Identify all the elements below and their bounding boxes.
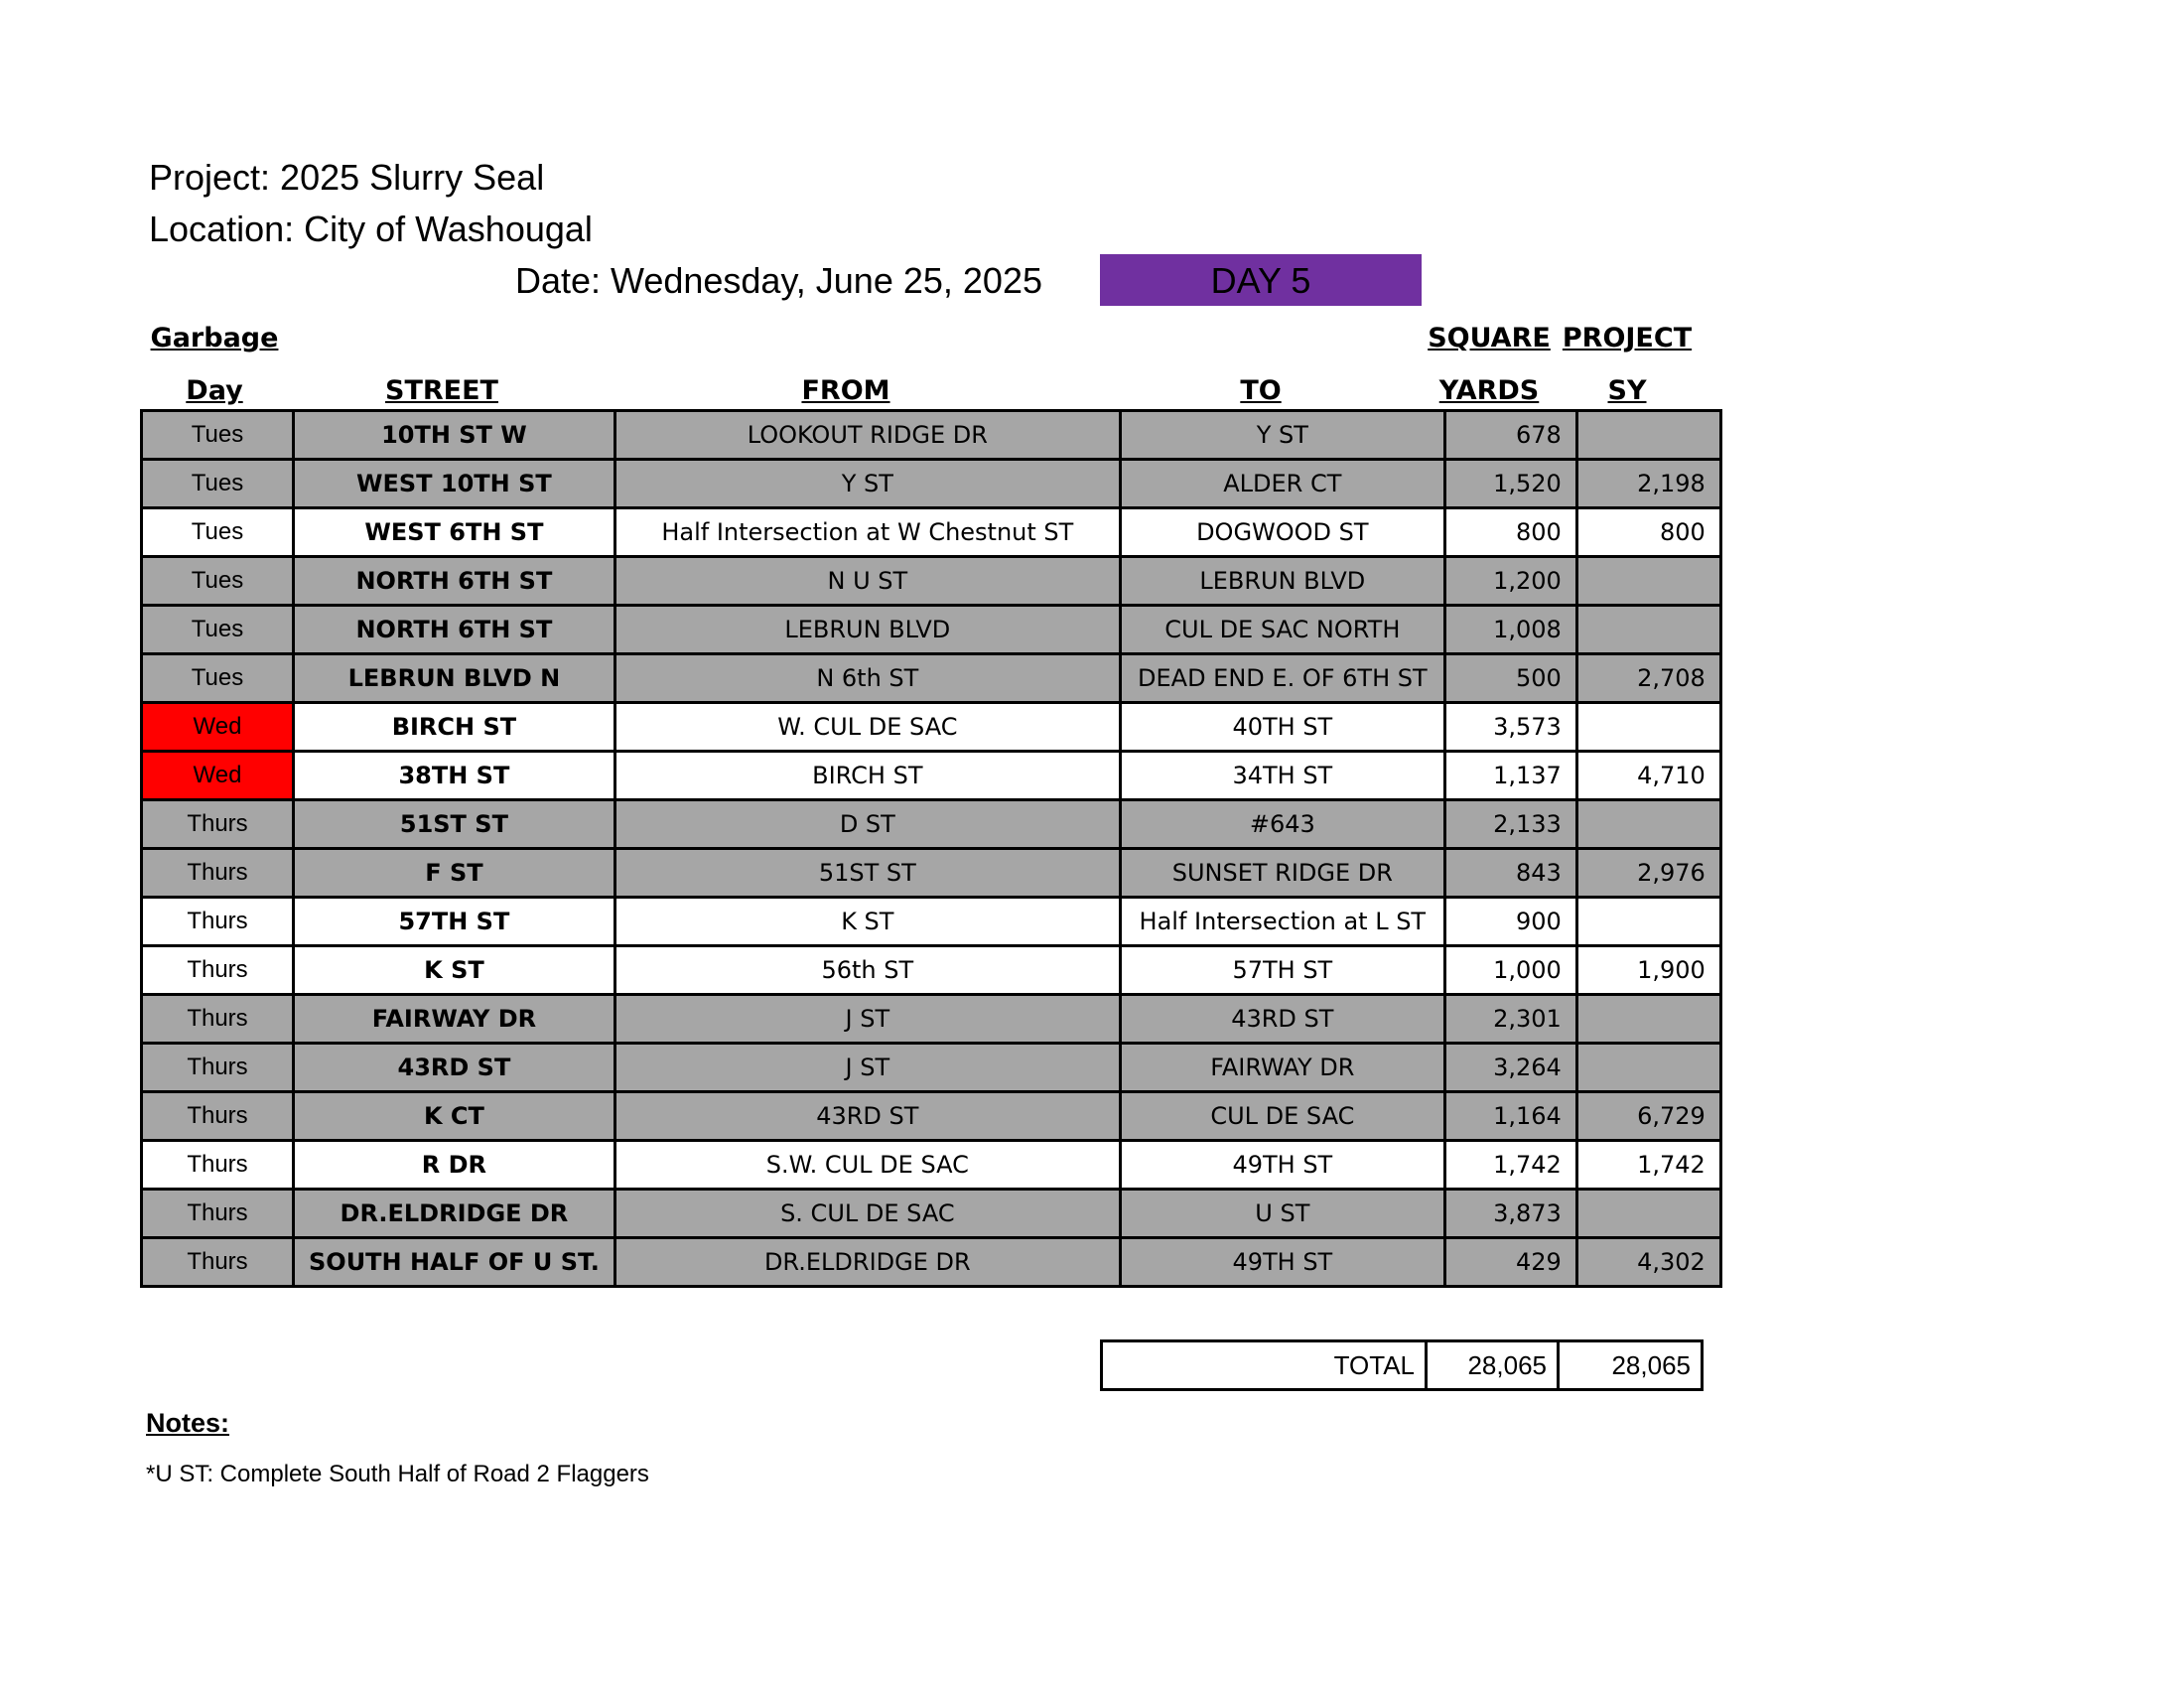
cell-to: LEBRUN BLVD xyxy=(1120,557,1444,606)
table-row xyxy=(142,1238,1721,1287)
table-row xyxy=(142,460,1721,508)
cell-to: ALDER CT xyxy=(1120,460,1444,508)
cell-from: K ST xyxy=(614,898,1120,946)
cell-yards: 2,301 xyxy=(1444,995,1576,1044)
cell-project-sy xyxy=(1576,1044,1720,1092)
table-row xyxy=(142,800,1721,849)
table-row xyxy=(142,995,1721,1044)
notes-title: Notes: xyxy=(146,1408,230,1438)
note-item: *U ST: Complete South Half of Road 2 Flaggers xyxy=(146,1461,649,1487)
cell-street: LEBRUN BLVD N xyxy=(294,654,615,703)
cell-to: CUL DE SAC xyxy=(1120,1092,1444,1141)
cell-to: 49TH ST xyxy=(1120,1238,1444,1287)
column-header-square: SQUARE xyxy=(1428,323,1551,353)
cell-yards: 1,008 xyxy=(1444,606,1576,654)
cell-yards: 500 xyxy=(1444,654,1576,703)
cell-from: BIRCH ST xyxy=(614,752,1120,800)
column-header-sy: SY xyxy=(1607,375,1647,406)
cell-project-sy: 2,198 xyxy=(1576,460,1720,508)
table-row xyxy=(142,946,1721,995)
cell-from: LOOKOUT RIDGE DR xyxy=(614,411,1120,460)
cell-day: Thurs xyxy=(142,849,294,898)
cell-street: FAIRWAY DR xyxy=(294,995,615,1044)
cell-yards: 429 xyxy=(1444,1238,1576,1287)
cell-to: 43RD ST xyxy=(1120,995,1444,1044)
cell-project-sy: 2,976 xyxy=(1576,849,1720,898)
cell-street: 57TH ST xyxy=(294,898,615,946)
total-label: TOTAL xyxy=(1102,1341,1427,1390)
cell-yards: 800 xyxy=(1444,508,1576,557)
cell-day: Thurs xyxy=(142,1141,294,1190)
cell-from: LEBRUN BLVD xyxy=(614,606,1120,654)
cell-day: Thurs xyxy=(142,1238,294,1287)
table-row xyxy=(142,654,1721,703)
cell-to: FAIRWAY DR xyxy=(1120,1044,1444,1092)
cell-day: Tues xyxy=(142,508,294,557)
cell-yards: 2,133 xyxy=(1444,800,1576,849)
cell-project-sy: 2,708 xyxy=(1576,654,1720,703)
cell-from: DR.ELDRIDGE DR xyxy=(614,1238,1120,1287)
cell-from: S.W. CUL DE SAC xyxy=(614,1141,1120,1190)
cell-day: Tues xyxy=(142,411,294,460)
column-header-day: Day xyxy=(186,375,243,406)
total-project-sy: 28,065 xyxy=(1559,1341,1703,1390)
table-row xyxy=(142,898,1721,946)
table-row xyxy=(142,1141,1721,1190)
cell-yards: 1,000 xyxy=(1444,946,1576,995)
table-row xyxy=(142,508,1721,557)
cell-project-sy: 800 xyxy=(1576,508,1720,557)
cell-street: WEST 6TH ST xyxy=(294,508,615,557)
cell-to: 49TH ST xyxy=(1120,1141,1444,1190)
cell-project-sy xyxy=(1576,557,1720,606)
cell-project-sy: 1,742 xyxy=(1576,1141,1720,1190)
table-row xyxy=(142,557,1721,606)
cell-yards: 3,264 xyxy=(1444,1044,1576,1092)
totals-table xyxy=(1100,1339,1704,1391)
cell-project-sy xyxy=(1576,800,1720,849)
cell-project-sy xyxy=(1576,1190,1720,1238)
cell-to: 57TH ST xyxy=(1120,946,1444,995)
cell-yards: 900 xyxy=(1444,898,1576,946)
cell-street: NORTH 6TH ST xyxy=(294,557,615,606)
cell-project-sy: 6,729 xyxy=(1576,1092,1720,1141)
cell-project-sy xyxy=(1576,606,1720,654)
project-title: Project: 2025 Slurry Seal xyxy=(149,157,545,198)
cell-street: 51ST ST xyxy=(294,800,615,849)
schedule-table xyxy=(140,409,1722,1288)
cell-day: Wed xyxy=(142,752,294,800)
cell-day: Tues xyxy=(142,460,294,508)
totals-row xyxy=(1102,1341,1703,1390)
cell-yards: 1,164 xyxy=(1444,1092,1576,1141)
cell-day: Thurs xyxy=(142,995,294,1044)
cell-to: U ST xyxy=(1120,1190,1444,1238)
cell-day: Thurs xyxy=(142,1092,294,1141)
cell-yards: 3,573 xyxy=(1444,703,1576,752)
table-row xyxy=(142,703,1721,752)
cell-from: N 6th ST xyxy=(614,654,1120,703)
cell-day: Wed xyxy=(142,703,294,752)
location-label: Location: City of Washougal xyxy=(149,209,593,249)
column-header-from: FROM xyxy=(801,375,890,406)
day-badge: DAY 5 xyxy=(1100,254,1422,306)
cell-from: W. CUL DE SAC xyxy=(614,703,1120,752)
cell-yards: 1,520 xyxy=(1444,460,1576,508)
cell-to: #643 xyxy=(1120,800,1444,849)
cell-from: N U ST xyxy=(614,557,1120,606)
cell-from: Half Intersection at W Chestnut ST xyxy=(614,508,1120,557)
date-label: Date: Wednesday, June 25, 2025 xyxy=(514,260,1042,301)
cell-from: 43RD ST xyxy=(614,1092,1120,1141)
cell-yards: 843 xyxy=(1444,849,1576,898)
table-row xyxy=(142,1092,1721,1141)
cell-street: WEST 10TH ST xyxy=(294,460,615,508)
cell-to: Half Intersection at L ST xyxy=(1120,898,1444,946)
cell-street: 43RD ST xyxy=(294,1044,615,1092)
cell-day: Tues xyxy=(142,654,294,703)
cell-day: Tues xyxy=(142,557,294,606)
cell-day: Thurs xyxy=(142,1190,294,1238)
cell-to: 34TH ST xyxy=(1120,752,1444,800)
cell-project-sy xyxy=(1576,703,1720,752)
table-row xyxy=(142,1190,1721,1238)
cell-from: J ST xyxy=(614,1044,1120,1092)
cell-day: Thurs xyxy=(142,800,294,849)
cell-street: SOUTH HALF OF U ST. xyxy=(294,1238,615,1287)
column-header-garbage: Garbage xyxy=(150,323,279,353)
column-header-street: STREET xyxy=(385,375,498,406)
cell-from: D ST xyxy=(614,800,1120,849)
cell-street: K ST xyxy=(294,946,615,995)
cell-project-sy xyxy=(1576,995,1720,1044)
cell-yards: 678 xyxy=(1444,411,1576,460)
cell-from: 56th ST xyxy=(614,946,1120,995)
cell-yards: 1,742 xyxy=(1444,1141,1576,1190)
cell-street: NORTH 6TH ST xyxy=(294,606,615,654)
column-header-to: TO xyxy=(1240,375,1282,406)
cell-yards: 1,137 xyxy=(1444,752,1576,800)
cell-to: Y ST xyxy=(1120,411,1444,460)
cell-day: Thurs xyxy=(142,946,294,995)
total-yards: 28,065 xyxy=(1427,1341,1559,1390)
cell-from: S. CUL DE SAC xyxy=(614,1190,1120,1238)
cell-yards: 3,873 xyxy=(1444,1190,1576,1238)
cell-to: 40TH ST xyxy=(1120,703,1444,752)
cell-from: J ST xyxy=(614,995,1120,1044)
table-row xyxy=(142,752,1721,800)
cell-project-sy xyxy=(1576,898,1720,946)
cell-from: 51ST ST xyxy=(614,849,1120,898)
cell-to: CUL DE SAC NORTH xyxy=(1120,606,1444,654)
cell-to: DEAD END E. OF 6TH ST xyxy=(1120,654,1444,703)
cell-project-sy: 4,302 xyxy=(1576,1238,1720,1287)
cell-project-sy: 1,900 xyxy=(1576,946,1720,995)
table-row xyxy=(142,411,1721,460)
cell-street: DR.ELDRIDGE DR xyxy=(294,1190,615,1238)
table-row xyxy=(142,1044,1721,1092)
cell-project-sy: 4,710 xyxy=(1576,752,1720,800)
column-header-yards: YARDS xyxy=(1438,375,1540,406)
cell-from: Y ST xyxy=(614,460,1120,508)
table-row xyxy=(142,849,1721,898)
column-header-project: PROJECT xyxy=(1562,323,1693,353)
cell-yards: 1,200 xyxy=(1444,557,1576,606)
table-row xyxy=(142,606,1721,654)
cell-day: Thurs xyxy=(142,898,294,946)
cell-street: 10TH ST W xyxy=(294,411,615,460)
cell-project-sy xyxy=(1576,411,1720,460)
cell-street: R DR xyxy=(294,1141,615,1190)
cell-to: DOGWOOD ST xyxy=(1120,508,1444,557)
cell-street: BIRCH ST xyxy=(294,703,615,752)
cell-street: F ST xyxy=(294,849,615,898)
cell-day: Tues xyxy=(142,606,294,654)
cell-street: K CT xyxy=(294,1092,615,1141)
cell-street: 38TH ST xyxy=(294,752,615,800)
cell-day: Thurs xyxy=(142,1044,294,1092)
cell-to: SUNSET RIDGE DR xyxy=(1120,849,1444,898)
